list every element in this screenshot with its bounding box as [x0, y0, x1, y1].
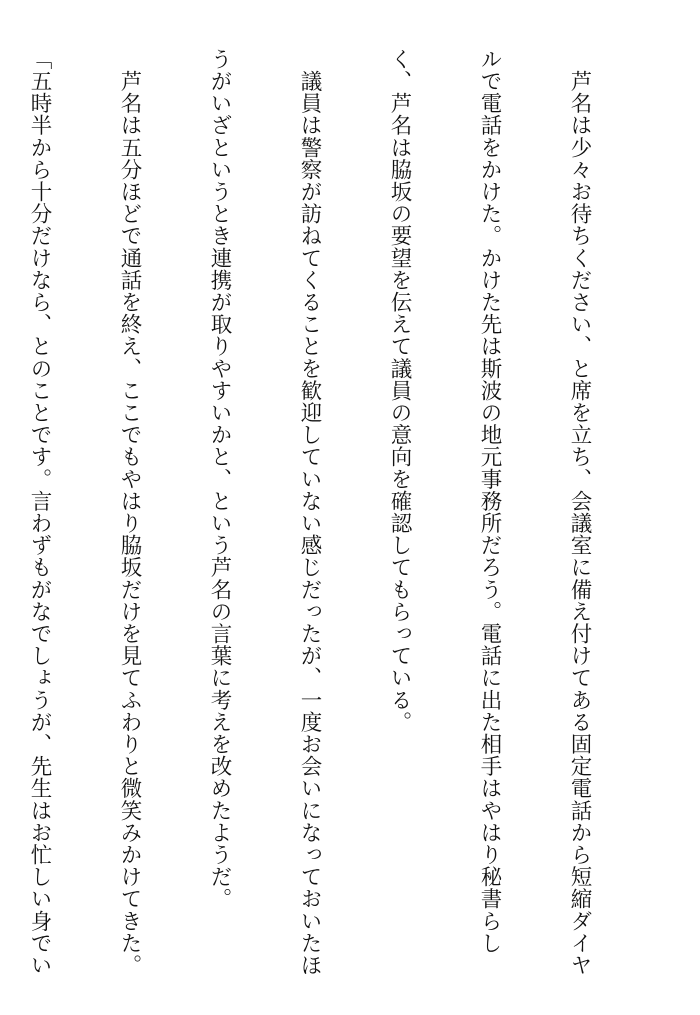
text-line: ルで電話をかけた。かけた先は斯波の地元事務所だろう。電話に出た相手はやはり秘書らし: [477, 48, 502, 955]
text-line: 議員は警察が訪ねてくることを歓迎していない感じだったが、一度お会いになっておいたほ: [297, 48, 322, 977]
text-line: うがいざというとき連携が取りやすいかと、という芦名の言葉に考えを改めたようだ。: [207, 48, 232, 910]
text-line: 芦名は少々お待ちください、と席を立ち、会議室に備え付けてある固定電話から短縮ダイヤ: [567, 48, 592, 977]
vertical-text-body: [0, 48, 654, 993]
text-line: 「五時半から十分だけなら、とのことです。言わずもがなでしょうが、先生はお忙しい身でい: [27, 48, 52, 977]
text-line: く、芦名は脇坂の要望を伝えて議員の意向を確認してもらっている。: [387, 48, 412, 734]
text-line: 芦名は五分ほどで通話を終え、ここでもやはり脇坂だけを見てふわりと微笑みかけてきた。: [117, 48, 142, 977]
